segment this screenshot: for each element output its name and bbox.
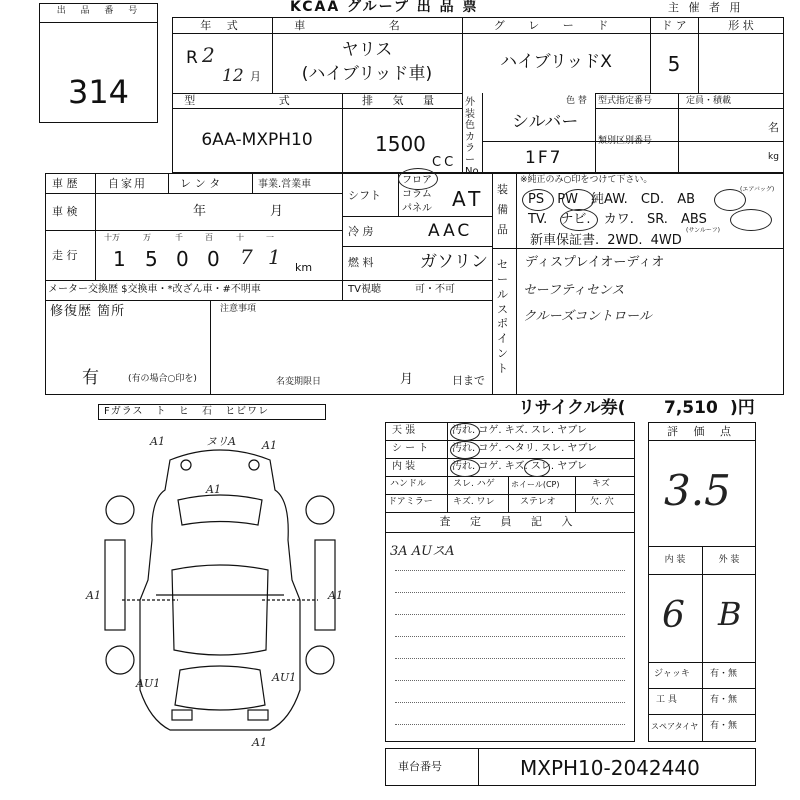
cc-unit: CC	[432, 155, 457, 170]
jack-label: ジャッキ	[654, 669, 690, 679]
chassis-label: 車台番号	[398, 760, 442, 773]
history-option-private: 自家用	[108, 177, 147, 190]
deadline-until: 日まで	[452, 374, 485, 387]
shape-header: 形 状	[728, 19, 754, 32]
history-option-business: 事業.営業車	[258, 179, 312, 190]
doors-value: 5	[667, 52, 681, 76]
doors-header: ド ア	[661, 19, 687, 32]
mileage-digit-5: 7	[240, 245, 253, 269]
mark-front-right: A1	[262, 439, 277, 452]
chassis-number: MXPH10-2042440	[520, 756, 700, 780]
displacement-header: 排 気 量	[362, 94, 442, 107]
mileage-label: 走 行	[52, 249, 78, 262]
tool-value: 有・無	[710, 695, 738, 705]
condition-interior-label: 内 装	[392, 461, 416, 472]
mark-roof-paint: ヌリA	[206, 435, 236, 448]
abs-circle	[730, 209, 772, 231]
ab-circle	[714, 189, 746, 211]
mark-rear-left: AU1	[136, 677, 161, 690]
year-header: 年 式	[200, 19, 244, 32]
model-header: 型 式	[184, 94, 330, 107]
glass-label: Fガラス ト ヒ 石 ヒビワレ	[104, 406, 270, 417]
grade-value: ハイブリッドX	[500, 52, 612, 72]
mark-front-left: A1	[150, 435, 165, 448]
classification-label: 類別区別番号	[598, 136, 653, 146]
digit-label-1: 一	[266, 233, 274, 242]
mileage-digit-4: 0	[207, 247, 220, 271]
condition-ceiling-options: 汚れ. コゲ. キズ. スレ. ヤブレ	[452, 425, 587, 436]
year-value: 2	[202, 43, 215, 67]
digit-label-10: 十	[236, 233, 244, 242]
interior-score-label: 内 装	[664, 555, 686, 565]
sales-points-label: セールスポイント	[497, 258, 508, 375]
interior-scratch-circle	[524, 459, 550, 477]
spare-tire-value: 有・無	[710, 721, 738, 731]
condition-interior-options: 汚れ. コゲ. キズ. スレ. ヤブレ	[452, 461, 587, 472]
inspection-month: 月	[270, 204, 284, 219]
condition-seat-label: シ ー ト	[392, 443, 429, 454]
model-value: 6AA-MXPH10	[201, 130, 313, 150]
year-era: R	[186, 48, 198, 68]
mileage-digit-2: 5	[145, 247, 158, 271]
grade-header: グ レ ー ド	[493, 19, 619, 32]
lot-label: 出 品 番 号	[56, 6, 144, 16]
jack-value: 有・無	[710, 669, 738, 679]
shift-floor: フロア	[402, 175, 432, 186]
car-name-line2: (ハイブリッド車)	[301, 64, 433, 84]
tv-label: TV視聴	[348, 284, 381, 295]
sales-point-2: セーフティセンス	[523, 283, 625, 298]
shift-panel: パネル	[402, 203, 432, 214]
mileage-digit-3: 0	[176, 247, 189, 271]
inspection-year: 年	[193, 204, 207, 219]
car-name-header: 車 名	[294, 19, 440, 32]
history-option-rental: レンタ	[180, 177, 225, 190]
spare-tire-label: スペアタイヤ	[651, 722, 699, 731]
car-name-line1: ヤリス	[341, 40, 393, 60]
equipment-row3: 新車保証書. 2WD. 4WD	[530, 233, 682, 248]
repair-note: (有の場合○印を)	[128, 374, 197, 384]
mileage-digit-1: 1	[113, 247, 126, 271]
mark-rear-bumper: A1	[252, 736, 267, 749]
displacement-value: 1500	[375, 132, 426, 156]
mark-right-side: A1	[328, 589, 343, 602]
month-unit: 月	[250, 70, 261, 83]
mark-left-side: A1	[86, 589, 101, 602]
inspector-label: 査 定 員 記 入	[439, 515, 581, 528]
mark-hood: A1	[206, 483, 221, 496]
km-unit: km	[295, 261, 313, 274]
capacity-unit-persons: 名	[768, 121, 779, 134]
equipment-label: 装備品	[497, 183, 508, 236]
ps-circle	[522, 189, 554, 211]
equipment-note: ※純正のみ○印をつけて下さい。	[520, 175, 653, 185]
ac-value: AAC	[428, 221, 473, 241]
exterior-score-label: 外 装	[718, 555, 740, 565]
digit-label-1k: 千	[175, 233, 183, 242]
navi-circle	[560, 209, 598, 231]
exterior-label: 外装色カラーNo.	[465, 97, 482, 177]
shift-column: コラム	[402, 189, 432, 200]
digit-label-10k: 万	[143, 233, 151, 242]
equipment-row1: PS PW 純AW. CD. AB	[528, 192, 696, 207]
recycle-label: リサイクル券(	[518, 398, 626, 418]
deadline-month: 月	[400, 372, 414, 387]
seat-dirt-circle	[450, 441, 480, 459]
score-value: 3.5	[664, 466, 731, 515]
mark-rear-right: AU1	[272, 671, 297, 684]
organizer-label: 主 催 者 用	[668, 1, 744, 14]
history-label: 車 歴	[52, 177, 78, 190]
capacity-label: 定員・積載	[686, 96, 732, 106]
wheel-value: キズ	[592, 479, 610, 489]
month-value: 12	[222, 66, 244, 86]
digit-label-100k: 十万	[104, 233, 120, 242]
ceiling-dirt-circle	[450, 423, 480, 441]
sales-point-1: ディスプレイオーディオ	[525, 255, 665, 270]
color-code: 1F7	[525, 148, 563, 168]
color-change-label: 色 替	[566, 96, 587, 106]
condition-mirror-options: キズ. ワレ	[453, 497, 495, 507]
recycle-suffix: )円	[730, 398, 755, 418]
equipment-row2: TV. ナビ. カワ. SR. ABS	[528, 212, 707, 227]
notes-label: 注意事項	[220, 304, 257, 314]
tv-value: 可・不可	[415, 284, 455, 295]
shift-floor-circle	[398, 168, 438, 190]
condition-ceiling-label: 天 張	[392, 425, 416, 436]
exterior-score: B	[718, 595, 742, 633]
color-value: シルバー	[512, 112, 579, 132]
meter-exchange-note: メーター交換歴 $交換車・*改ざん車・#不明車	[48, 284, 261, 295]
tool-label: 工 具	[656, 695, 677, 705]
sales-point-3: クルーズコントロール	[523, 309, 652, 324]
condition-mirror-label: ドアミラー	[388, 497, 433, 507]
repair-value: 有	[82, 368, 99, 388]
lot-number: 314	[67, 73, 130, 111]
title-deadline-label: 名変期限日	[276, 377, 322, 387]
equipment-ab-note: (エアバッグ)	[740, 186, 775, 193]
stereo-label: ステレオ	[520, 497, 556, 507]
capacity-unit-kg: kg	[768, 152, 779, 162]
mileage-digit-6: 1	[268, 245, 281, 269]
interior-score: 6	[662, 595, 685, 636]
repair-label: 修復歴 箇所	[50, 304, 126, 319]
interior-dirt-circle	[450, 459, 480, 477]
score-label: 評 価 点	[667, 425, 737, 438]
ac-label: 冷 房	[348, 225, 374, 238]
equipment-sr-note: (サンルーフ)	[686, 227, 720, 234]
recycle-amount: 7,510	[664, 398, 718, 418]
shift-label: シフト	[348, 189, 381, 202]
type-designation-label: 型式指定番号	[598, 96, 653, 106]
pw-circle	[562, 189, 594, 211]
group-title: KCAA グループ 出 品 票	[290, 0, 479, 15]
condition-handle-options: スレ. ハゲ	[453, 479, 495, 489]
shift-value: AT	[452, 187, 485, 211]
fuel-value: ガソリン	[420, 252, 488, 272]
inspection-label: 車 検	[52, 205, 78, 218]
digit-label-100: 百	[205, 233, 213, 242]
condition-seat-options: 汚れ. コゲ. ヘタリ. スレ. ヤブレ	[452, 443, 598, 454]
stereo-value: 欠. 穴	[590, 497, 614, 507]
wheel-label: ホイール(CP)	[511, 480, 560, 489]
fuel-label: 燃 料	[348, 256, 374, 269]
inspector-note: 3A AUスA	[390, 544, 455, 559]
condition-handle-label: ハンドル	[390, 479, 427, 489]
